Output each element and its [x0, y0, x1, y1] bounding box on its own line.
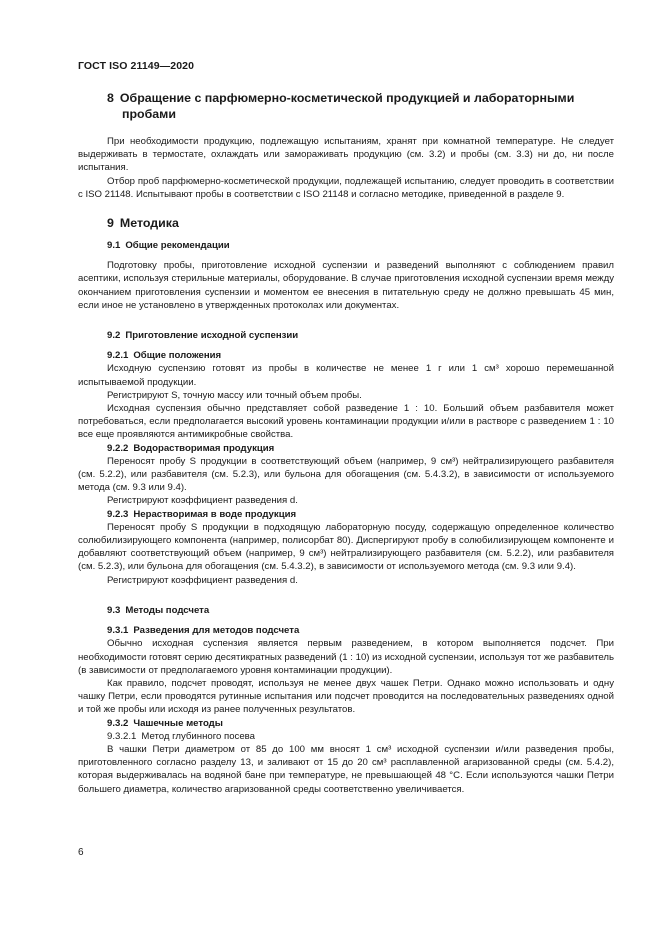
clause-number: 9.3.1 — [107, 625, 129, 637]
clause-9-3-1-heading — [78, 624, 614, 637]
subsection-9-1-heading — [78, 239, 614, 252]
clause-9-2-2-heading — [78, 442, 614, 455]
section-8-heading-cont — [78, 106, 614, 122]
paragraph: В чашки Петри диаметром от 85 до 100 мм вносят 1 см³ исходной суспензии и/или разведения пробы, приготовленного согласно разделу 13, и заливают от 15 до 20 см³ расплавленной агаризованной среды (см. 5.4.2), которая выдерживалась на водяной бане при температуре, не превышающей 48 °C. Если используются чашки Петри большего диаметра, количество агаризованной среды соответственно увеличивается. — [78, 743, 614, 795]
clause-number: 9.2.1 — [107, 350, 129, 362]
clause-title: Метод глубинного посева — [141, 730, 255, 742]
paragraph: Регистрируют S, точную массу или точный объем пробы. — [107, 389, 362, 401]
paragraph: Регистрируют коэффициент разведения d. — [107, 574, 298, 586]
clause-title: Водорастворимая продукция — [133, 442, 275, 454]
subsection-9-2-heading — [78, 329, 614, 342]
clause-9-2-1-heading — [78, 349, 614, 362]
clause-9-2-3-heading — [78, 508, 614, 521]
clause-number: 9.3.2.1 — [107, 730, 137, 742]
page-number: 6 — [78, 847, 84, 858]
section-number: 8 — [107, 91, 114, 105]
paragraph: Как правило, подсчет проводят, используя не менее двух чашек Петри. Однако можно использовать и одну чашку Петри, если проводятся рутинные испытания или подсчет проводится на последовательных разведениях одной и той же пробы или исходя из ранее полученных результатов. — [78, 677, 614, 716]
paragraph: Отбор проб парфюмерно-косметической продукции, подлежащей испытанию, следует проводить в соответствии с ISO 21148. Испытывают пробы в соответствии с ISO 21148 и согласно методике, приведенной в разделе 9. — [78, 175, 614, 200]
section-title: Методика — [119, 216, 179, 231]
paragraph: Подготовку пробы, приготовление исходной суспензии и разведений выполняют с соблюдением правил асептики, используя стерильные материалы, оборудование. В случае приготовления исходной суспензии время между окончанием приготовления суспензии и моментом ее внесения в питательную среду не должно превышать 45 мин, если иное не установлено в утвержденных протоколах или документах. — [78, 260, 614, 311]
paragraph: Обычно исходная суспензия является первым разведением, в котором выполняется подсчет. При необходимости готовят серию десятикратных разведений (1 : 10) из исходной суспензии, используя тот же разбавитель (в зависимости от предполагаемого уровня контаминации продукции). — [78, 638, 614, 676]
subsection-number: 9.2 — [107, 330, 121, 342]
section-title: Обращение с парфюмерно-косметической продукцией и лабораторными — [119, 91, 575, 105]
paragraph: Переносят пробу S продукции в соответствующий объем (например, 9 см³) нейтрализирующего разбавителя (см. 5.2.2), или разбавителя (см. 5.2.3), или бульона для обогащения (см. 5.4.3.2), в зависимости от используемого метода (см. 9.3 или 9.4). — [78, 455, 614, 494]
subsection-9-3-heading — [78, 604, 614, 617]
subsection-title: Приготовление исходной суспензии — [125, 330, 299, 342]
subsection-title: Методы подсчета — [125, 604, 210, 616]
subsection-number: 9.3 — [107, 604, 121, 616]
section-8-heading — [78, 90, 614, 106]
document-code: ГОСТ ISO 21149—2020 — [78, 60, 195, 72]
paragraph: Переносят пробу S продукции в подходящую лабораторную посуду, содержащую определенное количество солюбилизирующего компонента (например, полисорбат 80). Диспергируют пробу в солюбилизирующем компоненте и добавляют соответствующий объем (например, 9 см³) нейтрализирующего разбавителя (см. 5.2.2), или разбавителя (см. 5.2.3), или бульона для обогащения (см. 5.4.3.2), в зависимости от используемого метода (см. 9.3 или 9.4). — [78, 521, 614, 573]
clause-number: 9.2.2 — [107, 442, 129, 454]
clause-9-3-2-1-heading — [78, 730, 614, 743]
clause-title: Чашечные методы — [133, 717, 223, 729]
paragraph: Исходная суспензия обычно представляет собой разведение 1 : 10. Больший объем разбавителя может потребоваться, если предполагается высокий уровень контаминации продукции и/или в растворе с разведением 1 : 10 все еще проявляются антимикробные свойства. — [78, 403, 614, 441]
clause-title: Разведения для методов подсчета — [133, 625, 300, 637]
clause-title: Нерастворимая в воде продукция — [133, 508, 297, 520]
subsection-title: Общие рекомендации — [125, 240, 230, 252]
paragraph: При необходимости продукцию, подлежащую испытаниям, хранят при комнатной температуре. Не следует выдерживать в термостате, охлаждать или замораживать продукцию (см. 3.2) и пробы (см. 3.3) ни до, ни после испытания. — [78, 136, 614, 174]
clause-number: 9.3.2 — [107, 717, 129, 729]
clause-9-3-2-heading — [78, 717, 614, 730]
section-9-heading — [78, 215, 614, 231]
clause-number: 9.2.3 — [107, 508, 129, 520]
section-title-cont: пробами — [122, 107, 176, 121]
paragraph: Регистрируют коэффициент разведения d. — [107, 495, 298, 507]
paragraph: Исходную суспензию готовят из пробы в количестве не менее 1 г или 1 см³ хорошо перемешанной испытываемой продукции. — [78, 363, 614, 388]
section-number: 9 — [107, 216, 114, 231]
subsection-number: 9.1 — [107, 240, 121, 252]
page-body — [78, 90, 614, 796]
clause-title: Общие положения — [133, 350, 222, 362]
